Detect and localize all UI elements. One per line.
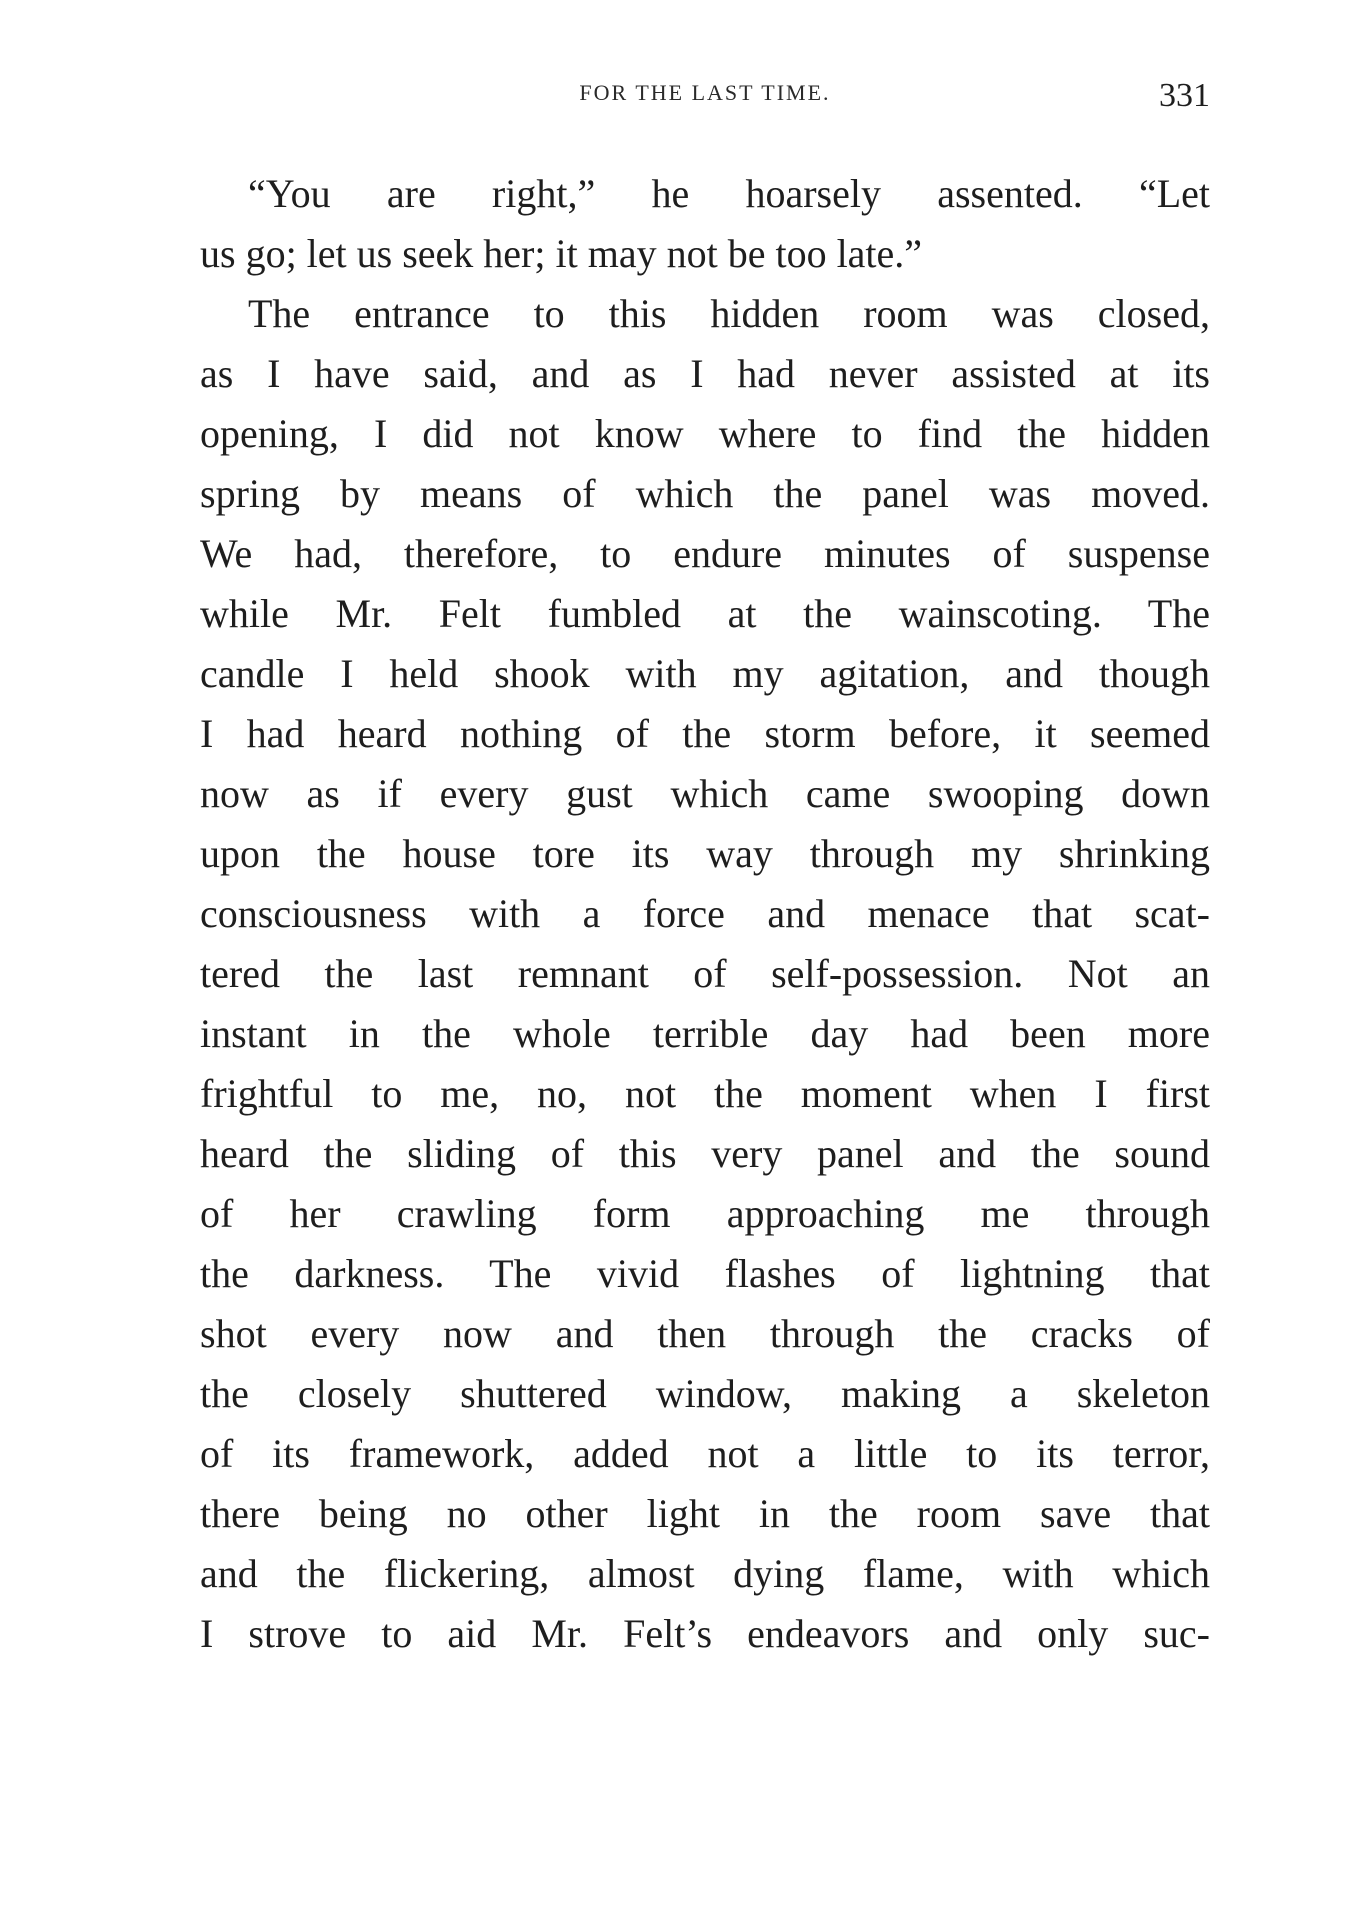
text-line: We had, therefore, to endure minutes of suspense bbox=[200, 531, 1210, 576]
text-line: us go; let us seek her; it may not be too late.” bbox=[200, 231, 923, 276]
text-line: of her crawling form approaching me through bbox=[200, 1191, 1210, 1236]
text-line: opening, I did not know where to find the hidden bbox=[200, 411, 1210, 456]
text-line: as I have said, and as I had never assisted at its bbox=[200, 351, 1210, 396]
body-text bbox=[200, 164, 1210, 1664]
text-line: while Mr. Felt fumbled at the wainscoting. The bbox=[200, 591, 1210, 636]
running-title: FOR THE LAST TIME. bbox=[579, 80, 831, 105]
text-line: instant in the whole terrible day had been more bbox=[200, 1011, 1210, 1056]
text-line: tered the last remnant of self-possession. Not an bbox=[200, 951, 1210, 996]
text-line: I strove to aid Mr. Felt’s endeavors and only suc- bbox=[200, 1611, 1210, 1656]
text-line: upon the house tore its way through my shrinking bbox=[200, 831, 1210, 876]
text-line: heard the sliding of this very panel and the sound bbox=[200, 1131, 1210, 1176]
text-line: now as if every gust which came swooping down bbox=[200, 771, 1210, 816]
text-line: the darkness. The vivid flashes of lightning that bbox=[200, 1251, 1210, 1296]
text-line: of its framework, added not a little to its terror, bbox=[200, 1431, 1210, 1476]
text-line: spring by means of which the panel was moved. bbox=[200, 471, 1210, 516]
text-line: I had heard nothing of the storm before, it seemed bbox=[200, 711, 1210, 756]
text-line: shot every now and then through the cracks of bbox=[200, 1311, 1210, 1356]
page-number: 331 bbox=[1159, 77, 1210, 114]
running-head bbox=[200, 78, 1210, 118]
text-line: and the flickering, almost dying flame, with which bbox=[200, 1551, 1210, 1596]
text-line: frightful to me, no, not the moment when I first bbox=[200, 1071, 1210, 1116]
text-line: there being no other light in the room save that bbox=[200, 1491, 1210, 1536]
text-line: the closely shuttered window, making a skeleton bbox=[200, 1371, 1210, 1416]
text-line: “You are right,” he hoarsely assented. “Let bbox=[248, 171, 1210, 216]
text-line: candle I held shook with my agitation, and though bbox=[200, 651, 1210, 696]
text-line: consciousness with a force and menace that scat- bbox=[200, 891, 1210, 936]
text-line: The entrance to this hidden room was closed, bbox=[248, 291, 1210, 336]
